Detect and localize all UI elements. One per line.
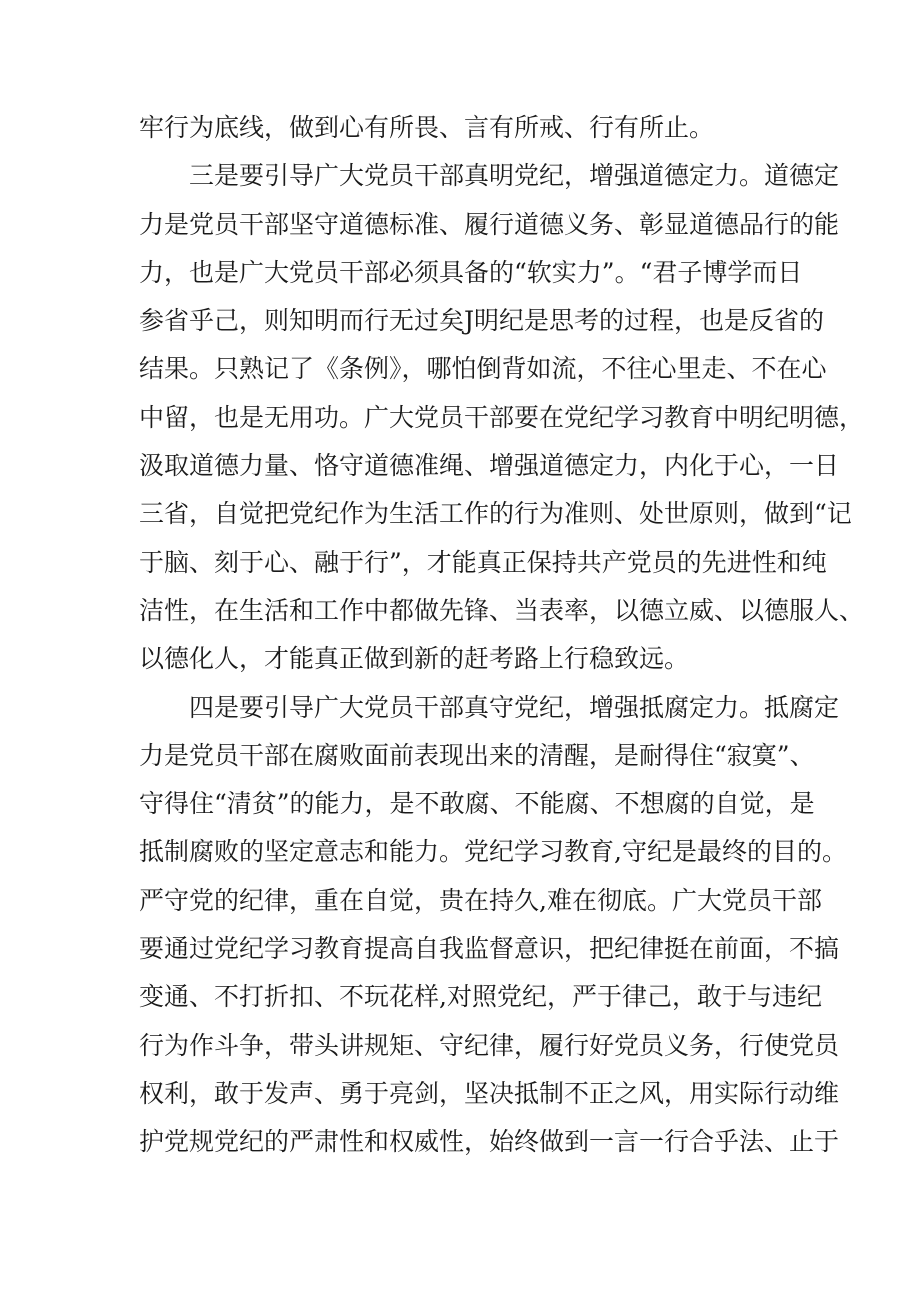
text-line-3: 力是党员干部坚守道德标准、履行道德义务、彰显道德品行的能 [139, 209, 840, 239]
text-line-16: 抵制腐败的坚定意志和能力。党纪学习教育,守纪是最终的目的。 [139, 837, 847, 867]
text-line-10: 于脑、刻于心、融于行”，才能真正保持共产党员的先进性和纯 [139, 547, 827, 577]
text-line-18: 要通过党纪学习教育提高自我监督意识，把纪律挺在前面，不搞 [139, 934, 840, 964]
text-line-9: 三省，自觉把党纪作为生活工作的行为准则、处世原则，做到“记 [139, 499, 852, 529]
text-line-1: 牢行为底线，做到心有所畏、言有所戒、行有所止。 [139, 113, 715, 142]
text-line-7: 中留，也是无用功。广大党员干部要在党纪学习教育中明纪明德， [139, 402, 865, 432]
text-line-21: 权利，敢于发声、勇于亮剑，坚决抵制不正之风，用实际行动维 [139, 1078, 840, 1108]
text-line-20: 行为作斗争，带头讲规矩、守纪律，履行好党员义务，行使党员 [139, 1030, 840, 1060]
text-line-22: 护党规党纪的严肃性和权威性，始终做到一言一行合乎法、止于 [139, 1127, 840, 1157]
paragraph-start-line-13: 四是要引导广大党员干部真守党纪，增强抵腐定力。抵腐定 [189, 692, 840, 722]
text-line-11: 洁性，在生活和工作中都做先锋、当表率，以德立威、以德服人、 [139, 595, 865, 625]
text-line-6: 结果。只熟记了《条例》，哪怕倒背如流，不往心里走、不在心 [139, 354, 827, 384]
body-text [139, 104, 865, 1167]
text-line-15: 守得住“清贫”的能力，是不敢腐、不能腐、不想腐的自觉，是 [139, 789, 815, 819]
text-line-8: 汲取道德力量、恪守道德准绳、增强道德定力，内化于心，一日 [139, 451, 840, 481]
text-line-5: 参省乎己，则知明而行无过矣J明纪是思考的过程，也是反省的 [139, 306, 825, 336]
text-line-12: 以德化人，才能真正做到新的赶考路上行稳致远。 [139, 644, 690, 674]
paragraph-start-line-2: 三是要引导广大党员干部真明党纪，增强道德定力。道德定 [189, 161, 840, 191]
text-line-14: 力是党员干部在腐败面前表现出来的清醒，是耐得住“寂寞”、 [139, 740, 815, 770]
text-line-4: 力，也是广大党员干部必须具备的“软实力”。“君子博学而日 [139, 257, 803, 287]
text-line-17: 严守党的纪律，重在自觉，贵在持久,难在彻底。广大党员干部 [139, 885, 822, 915]
text-line-19: 变通、不打折扣、不玩花样,对照党纪，严于律己，敢于与违纪 [139, 982, 822, 1012]
